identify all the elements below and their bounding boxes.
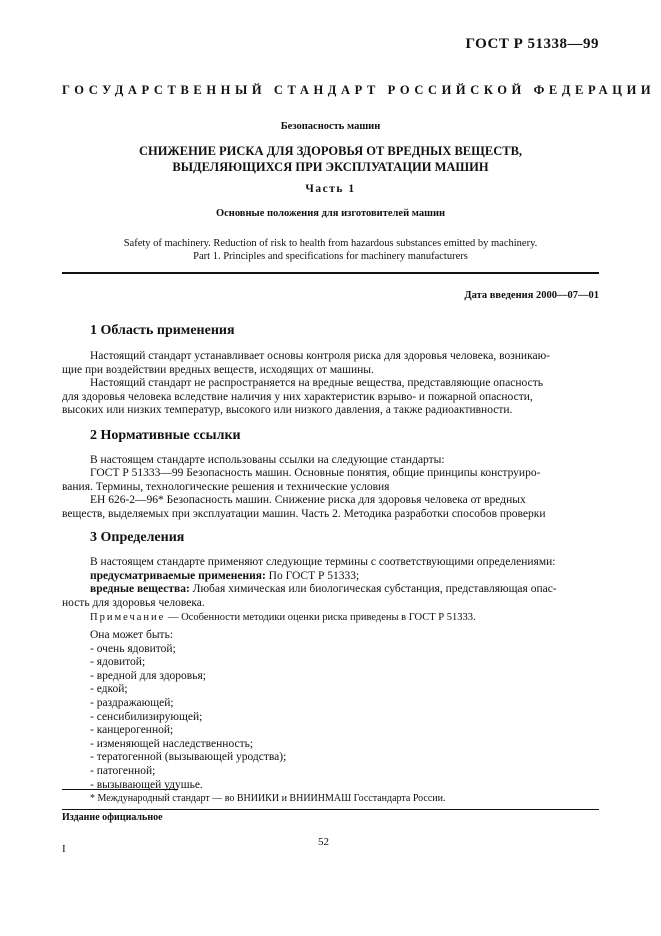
text-line: для здоровья человека вследствие наличия у них характеристик взрыво- и пожарной опасности, [62, 390, 533, 403]
text-line: Настоящий стандарт не распространяется на вредные вещества, представляющие опасность [90, 377, 543, 389]
title-line-2: ВЫДЕЛЯЮЩИХСЯ ПРИ ЭКСПЛУАТАЦИИ МАШИН [172, 160, 489, 174]
text-line [62, 583, 599, 597]
english-title-line-1: Safety of machinery. Reduction of risk to health from hazardous substances emitted by machinery. [123, 238, 538, 249]
note-label: Примечание [90, 612, 166, 623]
section-3-heading: 3 Определения [90, 530, 185, 545]
section-1-paragraph-1 [62, 350, 599, 377]
text-line [62, 570, 599, 584]
list-item: - раздражающей; [90, 696, 174, 709]
list-item: - сенсибилизирующей; [90, 710, 203, 723]
section-2-intro [62, 454, 599, 468]
edition-mark: I [62, 843, 66, 855]
definition-text: По ГОСТ Р 51333; [268, 570, 360, 582]
list-item: - очень ядовитой; [90, 642, 176, 655]
text-line: ГОСТ Р 51333—99 Безопасность машин. Основные понятия, общие принципы конструиро- [90, 467, 541, 479]
list-item: - канцерогенной; [90, 724, 174, 737]
list-item: - тератогенной (вызывающей уродства); [90, 751, 287, 764]
document-title [62, 143, 599, 175]
text-line: ность для здоровья человека. [62, 596, 205, 609]
footnote: * Международный стандарт — во ВНИИКИ и ВНИИНМАШ Госстандарта России. [90, 793, 446, 804]
section-1-heading: 1 Область применения [90, 323, 235, 338]
english-title-line-2: Part 1. Principles and specifications for machinery manufacturers [193, 251, 468, 262]
note [90, 612, 476, 623]
text-line: ЕН 626-2—96* Безопасность машин. Снижение риска для здоровья человека от вредных [90, 494, 526, 506]
note-text: — Особенности методики оценки риска приведены в ГОСТ Р 51333. [167, 612, 476, 623]
term-hazardous-substances: вредные вещества: [90, 583, 190, 595]
title-line-1: СНИЖЕНИЕ РИСКА ДЛЯ ЗДОРОВЬЯ ОТ ВРЕДНЫХ ВЕЩЕСТВ, [138, 144, 523, 158]
section-3-intro [62, 556, 599, 570]
term-intended-use: предусматриваемые применения: [90, 570, 266, 582]
official-edition-label: Издание официальное [62, 812, 163, 823]
text-line: веществ, выделяемых при эксплуатации машин. Часть 2. Методика разработки способов проверки [62, 507, 546, 520]
text-line: вания. Термины, технологические решения и технические условия [62, 480, 390, 493]
text-line: Настоящий стандарт устанавливает основы контроля риска для здоровья человека, возникаю- [90, 350, 551, 362]
hazard-list [90, 629, 286, 792]
reference-en-626-2 [62, 494, 599, 521]
section-1-paragraph-2 [62, 377, 599, 418]
text-line: В настоящем стандарте применяют следующие термины с соответствующими определениями: [90, 556, 556, 568]
text-line: В настоящем стандарте использованы ссылки на следующие стандарты: [90, 454, 445, 466]
definition-text: Любая химическая или биологическая субстанция, представляющая опас- [192, 583, 557, 595]
definition-hazardous-substances [62, 583, 599, 610]
list-item: - вредной для здоровья; [90, 669, 206, 682]
list-item: - изменяющей наследственность; [90, 737, 254, 750]
text-line: щие при воздействии вредных веществ, исходящих от машины. [62, 363, 374, 376]
footnote-divider [62, 789, 178, 790]
list-item: - ядовитой; [90, 656, 146, 669]
title-divider [62, 272, 599, 274]
footer-divider [62, 809, 599, 810]
list-item: - патогенной; [90, 764, 156, 777]
series-title: Безопасность машин [280, 121, 381, 132]
definition-intended-use [62, 570, 599, 584]
gost-code: ГОСТ Р 51338—99 [465, 36, 599, 52]
introduction-date: Дата введения 2000—07—01 [464, 290, 599, 301]
section-2-heading: 2 Нормативные ссылки [90, 428, 241, 443]
reference-gost-51333 [62, 467, 599, 494]
subtitle: Основные положения для изготовителей машин [215, 208, 446, 219]
list-item: - едкой; [90, 683, 128, 696]
list-intro: Она может быть: [90, 629, 174, 641]
page-number: 52 [318, 836, 329, 848]
text-line: высоких или низких температур, высокого или низкого давления, а также радиоактивности. [62, 404, 513, 416]
english-title [62, 237, 599, 263]
part-label: Часть 1 [305, 183, 356, 195]
list-item: - вызывающей удушье. [90, 778, 203, 791]
state-standard-banner: ГОСУДАРСТВЕННЫЙ СТАНДАРТ РОССИЙСКОЙ ФЕДЕРАЦИИ [62, 83, 656, 97]
